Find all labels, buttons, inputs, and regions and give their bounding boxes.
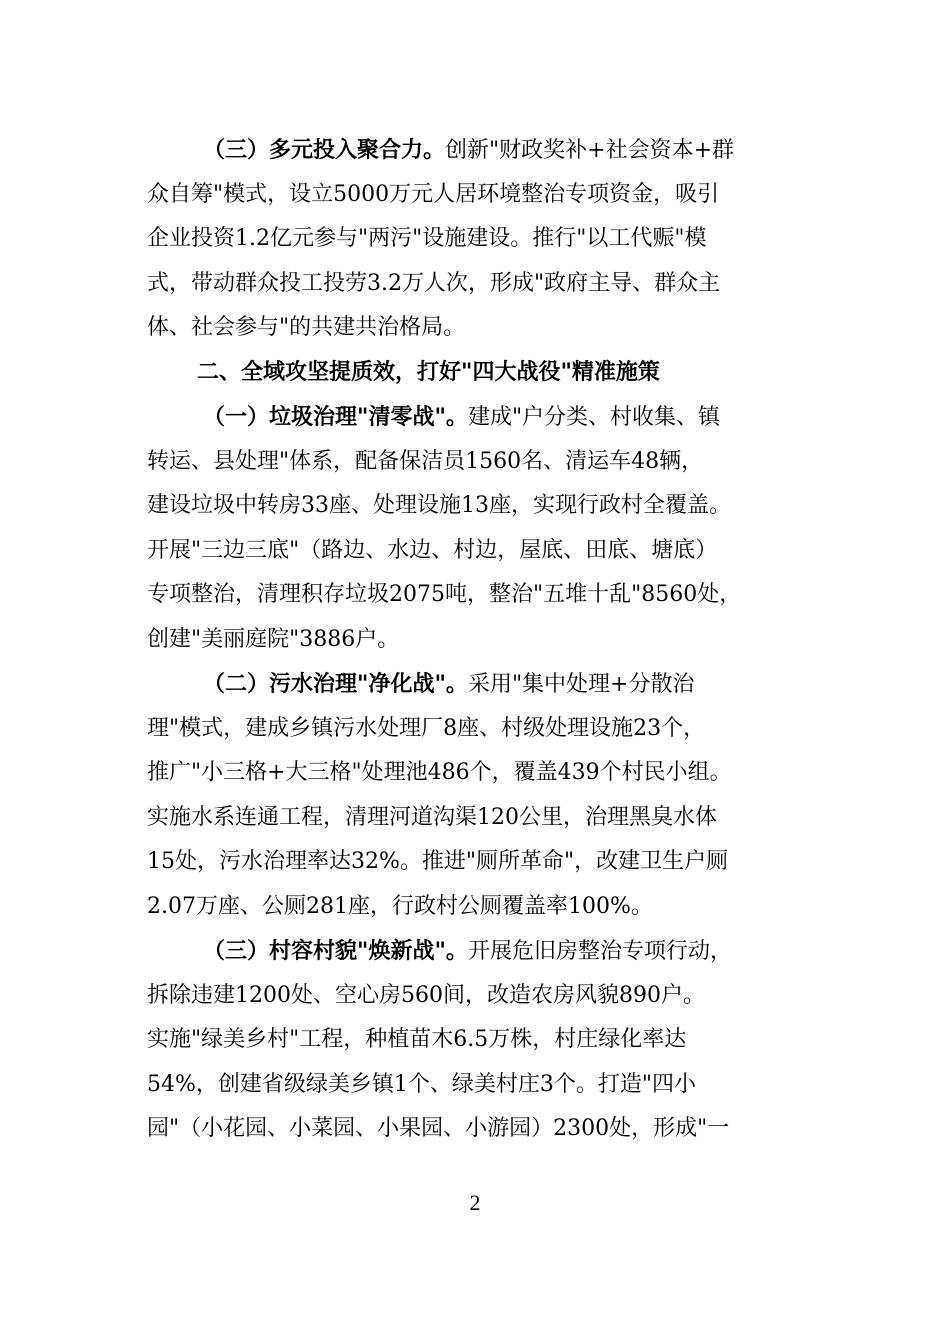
paragraph-lead: （一）垃圾治理"清零战"。 (203, 404, 468, 430)
paragraph-lead: （二）污水治理"净化战"。 (203, 671, 468, 697)
text-line: 转运、县处理"体系，配备保洁员1560名、清运车48辆， (147, 448, 704, 474)
text-line (147, 395, 812, 440)
text-line: 众自筹"模式，设立5000万元人居环境整治专项资金，吸引 (147, 181, 720, 207)
text-line: 实施水系连通工程，清理河道沟渠120公里，治理黑臭水体 (147, 804, 717, 830)
paragraph-lead: （三）多元投入聚合力。 (203, 137, 446, 163)
text-line: 拆除违建1200处、空心房560间，改造农房风貌890户。 (147, 982, 705, 1008)
document-body (147, 128, 812, 1152)
paragraph-multi-investment (147, 128, 812, 351)
text-line (147, 128, 812, 173)
text-line: 园"（小花园、小菜园、小果园、小游园）2300处，形成"一 (147, 1116, 730, 1141)
text-line: 专项整治，清理积存垃圾2075吨，整治"五堆十乱"8560处， (147, 582, 742, 607)
paragraph-garbage-governance (147, 395, 812, 662)
section-heading (147, 351, 812, 396)
line-text: 采用"集中处理+分散治 (467, 672, 695, 697)
text-line: 54%，创建省级绿美乡镇1个、绿美村庄3个。打造"四小 (147, 1071, 697, 1097)
page-number: 2 (469, 1190, 481, 1215)
text-line (147, 929, 812, 974)
paragraph-sewage-governance (147, 662, 812, 929)
section-heading-text: 二、全域攻坚提质效，打好"四大战役"精准施策 (197, 359, 660, 385)
text-line: 2.07万座、公厕281座，行政村公厕覆盖率100%。 (147, 893, 653, 919)
text-line: 15处，污水治理率达32%。推进"厕所革命"，改建卫生户厕 (147, 849, 729, 874)
text-line: 式，带动群众投工投劳3.2万人次，形成"政府主导、群众主 (147, 270, 721, 296)
text-line (147, 662, 812, 707)
paragraph-lead: （三）村容村貌"焕新战"。 (203, 938, 468, 964)
line-text: 创新"财政奖补+社会资本+群 (445, 138, 735, 163)
text-line: 开展"三边三底"（路边、水边、村边，屋底、田底、塘底） (147, 537, 718, 563)
text-line: 建设垃圾中转房33座、处理设施13座，实现行政村全覆盖。 (147, 493, 731, 518)
text-line: 创建"美丽庭院"3886户。 (147, 626, 400, 652)
text-line: 推广"小三格+大三格"处理池486个，覆盖439个村民小组。 (147, 760, 732, 785)
text-line: 企业投资1.2亿元参与"两污"设施建设。推行"以工代赈"模 (147, 226, 707, 251)
line-text: 开展危旧房整治专项行动， (467, 939, 732, 964)
text-line: 实施"绿美乡村"工程，种植苗木6.5万株，村庄绿化率达 (147, 1027, 687, 1052)
text-line: 理"模式，建成乡镇污水处理厂8座、村级处理设施23个， (147, 715, 706, 741)
line-text: 建成"户分类、村收集、镇 (467, 405, 721, 430)
text-line: 体、社会参与"的共建共治格局。 (147, 315, 466, 340)
paragraph-village-appearance (147, 929, 812, 1152)
